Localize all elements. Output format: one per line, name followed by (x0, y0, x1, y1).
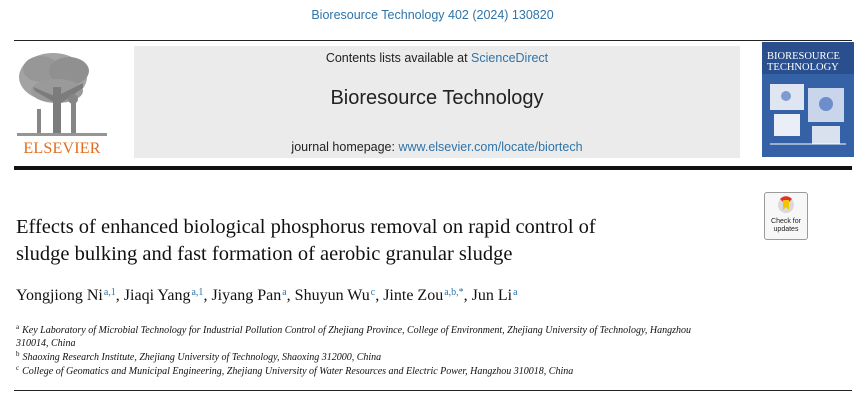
affiliation-label: c (16, 364, 20, 372)
affiliation-a: $^a$ Key Laboratory of Microbial Technology for Industrial Pollution Control of Zhejiang Province, College of Environment, Zhejiang University of Technology, Hangzhou 310014, China (16, 323, 691, 349)
contents-prefix: Contents lists available at (325, 51, 472, 65)
journal-homepage-link[interactable]: www.elsevier.com/locate/biortech (398, 140, 583, 154)
affiliation-label: b (16, 350, 20, 358)
author-list: Yongjiong Ni$^{a,1}$, Jiaqi Yang$^{a,1}$, Jiyang Pan$^a$, Shuyun Wu$^c$, Jinte Zou$^{a,b,*}$, Jun Li$^a$ (16, 287, 518, 304)
author-affiliation-marker[interactable]: a,1 (103, 287, 116, 298)
affiliation-c: $^c$ College of Geomatics and Municipal Engineering, Zhejiang University of Water Resources and Electric Power, Hangzhou 310018, China (16, 364, 574, 377)
author-affiliation-marker[interactable]: a,1 (191, 287, 204, 298)
homepage-prefix: journal homepage: (291, 140, 399, 154)
crossmark-line2: updates (773, 226, 799, 233)
header-thick-divider (14, 166, 852, 170)
cover-title-line1: BIORESOURCE (767, 51, 840, 62)
cover-title-line2: TECHNOLOGY (767, 62, 839, 73)
affiliation-label: a (16, 323, 20, 331)
journal-cover-thumbnail[interactable] (762, 42, 854, 157)
article-title (16, 214, 756, 268)
crossmark-line1: Check for (771, 218, 801, 225)
affiliation-b: $^b$ Shaoxing Research Institute, Zhejiang University of Technology, Shaoxing 312000, China (16, 350, 382, 363)
crossmark-label (764, 218, 808, 234)
contents-line (134, 51, 740, 65)
author[interactable]: Jun Li$^a$ (471, 287, 518, 304)
journal-name: Bioresource Technology (330, 87, 544, 109)
elsevier-wordmark: ELSEVIER (23, 140, 101, 157)
author-affiliation-marker[interactable]: a,b,* (444, 287, 464, 298)
author[interactable]: Yongjiong Ni$^{a,1}$ (16, 287, 116, 304)
homepage-line (134, 140, 740, 154)
author[interactable]: Shuyun Wu$^c$ (294, 287, 376, 304)
crossmark-icon (776, 196, 796, 214)
article-title-line2: sludge bulking and fast formation of aerobic granular sludge (16, 243, 513, 265)
top-divider (14, 40, 852, 41)
author-affiliation-marker[interactable]: c (370, 287, 376, 298)
author[interactable]: Jiaqi Yang$^{a,1}$ (123, 287, 204, 304)
author-affiliation-marker[interactable]: a (282, 287, 287, 298)
cover-graphic (762, 74, 854, 157)
cover-title (767, 51, 851, 73)
bottom-divider (14, 390, 852, 391)
author-affiliation-marker[interactable]: a (513, 287, 518, 298)
article-title-line1: Effects of enhanced biological phosphorus removal on rapid control of (16, 216, 596, 238)
journal-citation[interactable]: Bioresource Technology 402 (2024) 130820 (311, 8, 554, 22)
author[interactable]: Jinte Zou$^{a,b,*}$ (383, 287, 464, 304)
author[interactable]: Jiyang Pan$^a$ (211, 287, 287, 304)
sciencedirect-link[interactable]: ScienceDirect (471, 51, 549, 65)
